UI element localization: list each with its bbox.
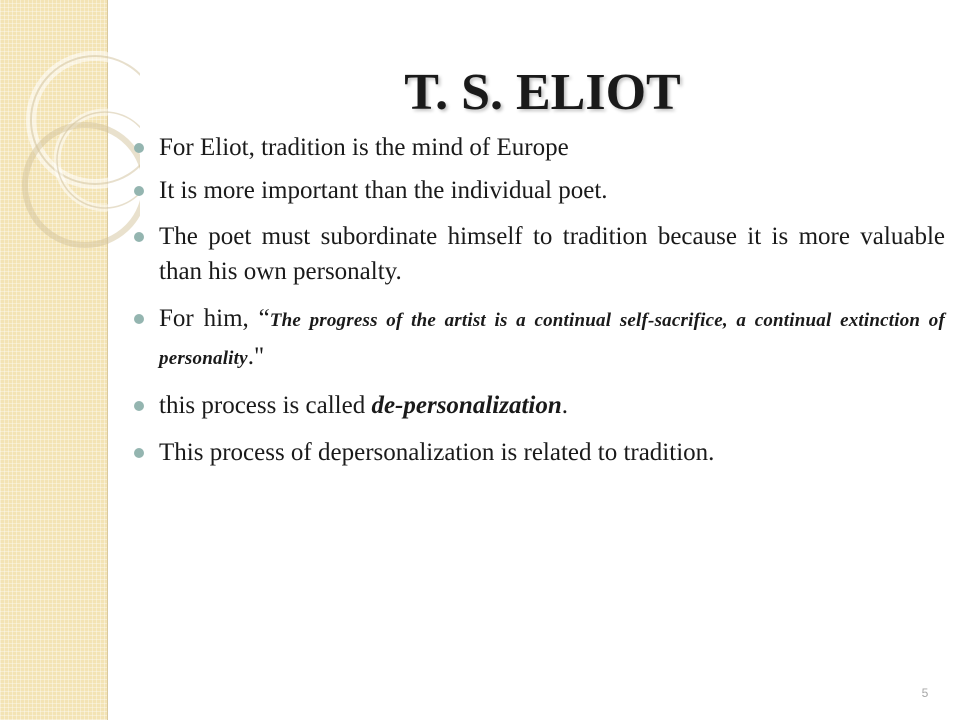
bullet-item <box>131 130 945 165</box>
bullet-list <box>131 128 945 470</box>
bullet-text: The poet must subordinate himself to tradition because it is more valuable than his own personalty. <box>159 223 945 285</box>
slide-title: T. S. ELIOT <box>404 64 681 121</box>
bullet-text-suffix: ." <box>247 343 265 370</box>
bullet-text-prefix: this process is called <box>159 392 372 419</box>
bullet-text: This process of depersonalization is related to tradition. <box>159 439 715 466</box>
bullet-icon <box>134 448 144 458</box>
bullet-item <box>131 435 945 470</box>
bullet-icon <box>134 143 144 153</box>
eliot-quote: The progress of the artist is a continual self-sacrifice, a continual extinction of personality <box>159 310 946 369</box>
bullet-icon <box>134 186 144 196</box>
emphasized-term: de-personalization <box>371 392 562 419</box>
bullet-text-suffix: . <box>561 392 568 419</box>
page-number: 5 <box>921 686 929 700</box>
bullet-item <box>131 173 945 208</box>
bullet-text: For Eliot, tradition is the mind of Europe <box>159 134 569 161</box>
bullet-icon <box>134 232 144 242</box>
bullet-text: It is more important than the individual poet. <box>159 177 608 204</box>
decorative-rings-icon <box>0 0 140 260</box>
bullet-icon <box>134 314 144 324</box>
bullet-item <box>131 301 945 377</box>
bullet-text-prefix: For him, “ <box>159 305 270 332</box>
bullet-item <box>131 388 945 423</box>
bullet-item <box>131 219 945 289</box>
bullet-icon <box>134 401 144 411</box>
